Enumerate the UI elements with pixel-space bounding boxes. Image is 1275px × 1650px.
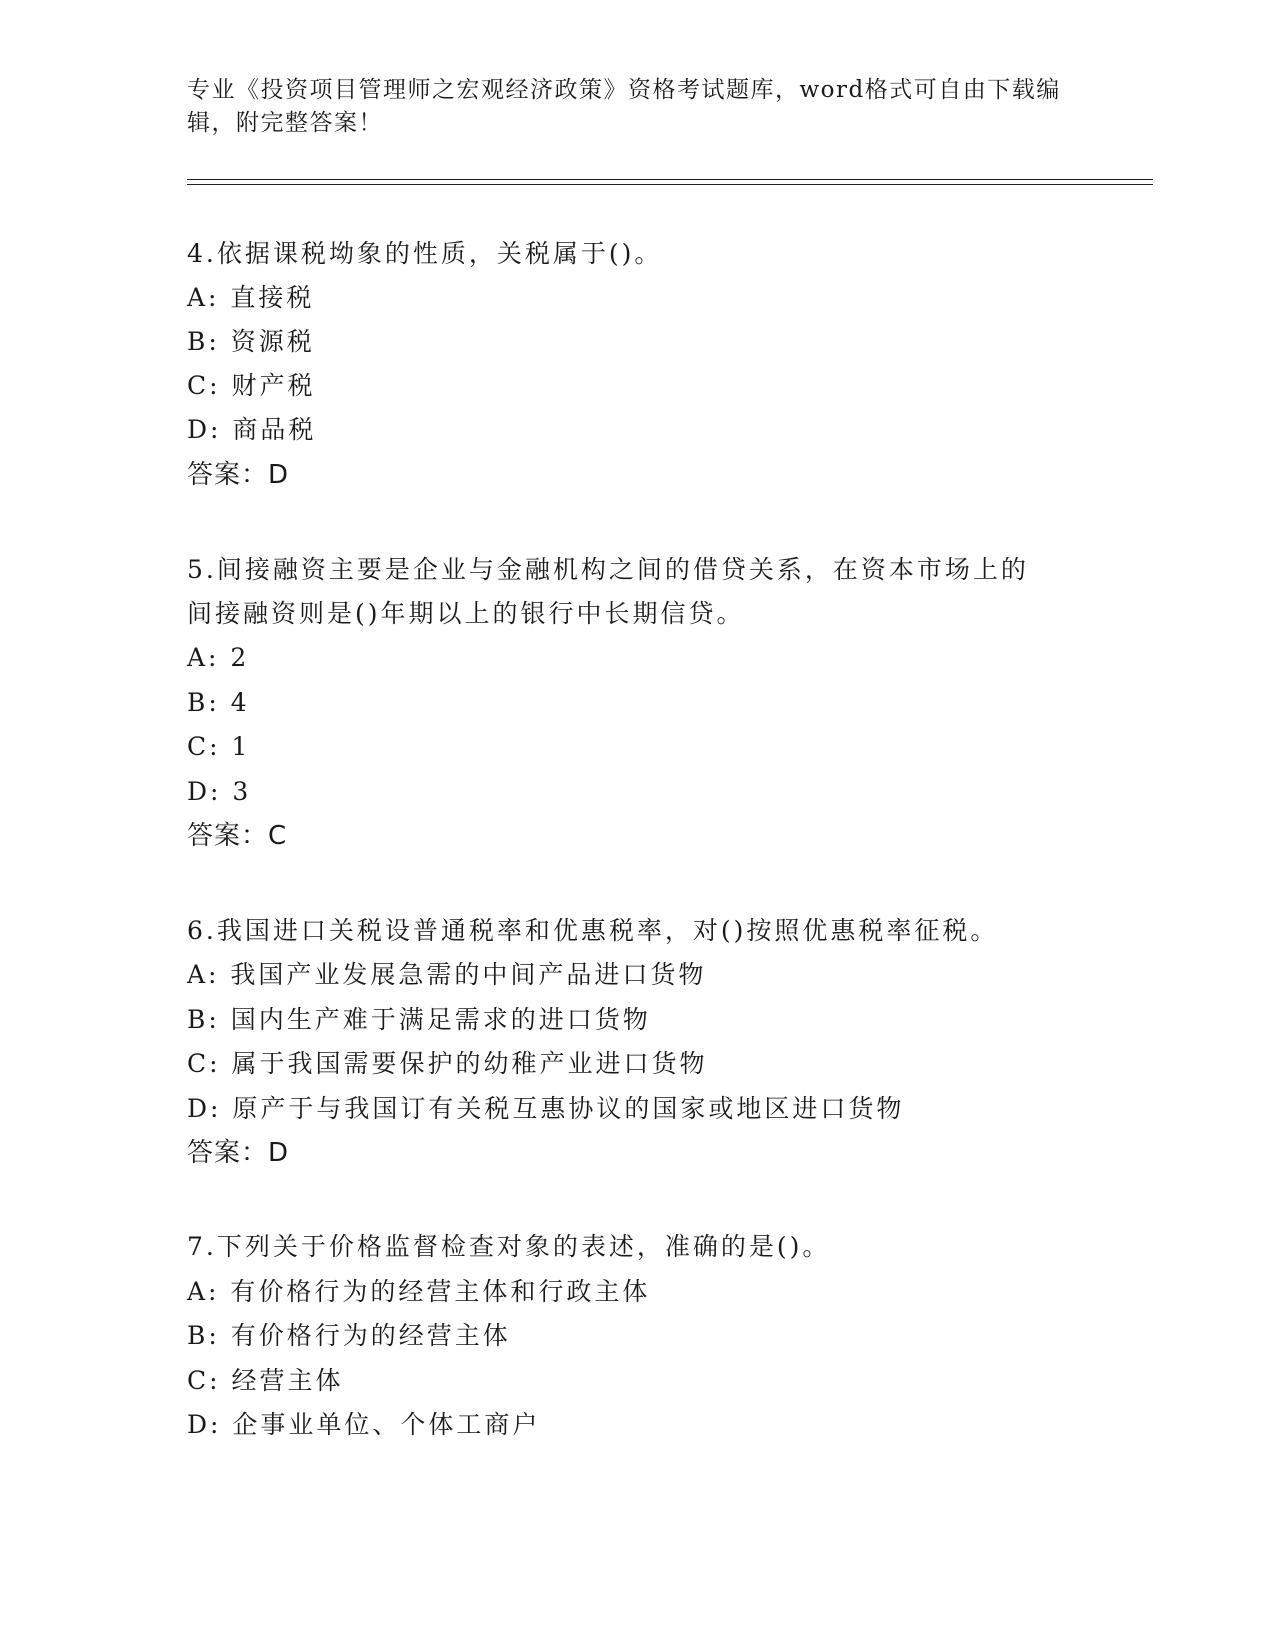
question-4-answer: 答案：D <box>187 460 290 490</box>
question-6-option-a: A: 我国产业发展急需的中间产品进口货物 <box>187 960 707 989</box>
question-6-option-c: C: 属于我国需要保护的幼稚产业进口货物 <box>187 1049 708 1078</box>
question-6-option-d: D: 原产于与我国订有关税互惠协议的国家或地区进口货物 <box>187 1094 905 1123</box>
question-6-answer: 答案：D <box>187 1138 290 1168</box>
question-6-option-b: B: 国内生产难于满足需求的进口货物 <box>187 1005 651 1034</box>
question-7-option-a: A: 有价格行为的经营主体和行政主体 <box>187 1277 651 1306</box>
question-5-option-b: B: 4 <box>187 688 250 717</box>
question-5-option-d: D: 3 <box>187 777 252 806</box>
question-5-option-c: C: 1 <box>187 732 251 761</box>
header-divider <box>187 179 1153 185</box>
question-5-stem-line-2: 间接融资则是()年期以上的银行中长期信贷。 <box>187 599 745 628</box>
header-line-1: 专业《投资项目管理师之宏观经济政策》资格考试题库，word格式可自由下载编 <box>187 77 1061 103</box>
question-4-option-a: A: 直接税 <box>187 283 315 312</box>
question-5-stem-line-1: 5.间接融资主要是企业与金融机构之间的借贷关系，在资本市场上的 <box>187 555 1029 584</box>
question-7-option-d: D: 企事业单位、个体工商户 <box>187 1410 541 1439</box>
question-7-option-b: B: 有价格行为的经营主体 <box>187 1321 511 1350</box>
question-7-stem-line-1: 7.下列关于价格监督检查对象的表述，准确的是()。 <box>187 1232 831 1261</box>
question-7-option-c: C: 经营主体 <box>187 1366 344 1395</box>
question-4-option-c: C: 财产税 <box>187 371 316 400</box>
header-line-2: 辑，附完整答案！ <box>187 110 383 136</box>
question-6-stem-line-1: 6.我国进口关税设普通税率和优惠税率，对()按照优惠税率征税。 <box>187 916 999 945</box>
question-4-option-b: B: 资源税 <box>187 327 315 356</box>
question-5-option-a: A: 2 <box>187 643 250 672</box>
question-4-option-d: D: 商品税 <box>187 415 317 444</box>
question-5-answer: 答案：C <box>187 821 288 851</box>
document-header <box>187 74 1067 140</box>
question-4-stem-line-1: 4.依据课税坳象的性质，关税属于()。 <box>187 239 663 268</box>
